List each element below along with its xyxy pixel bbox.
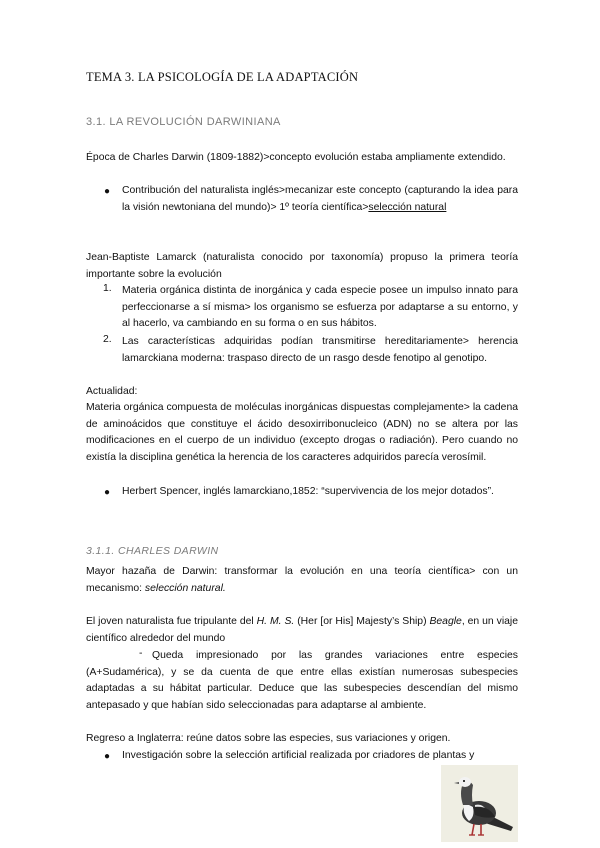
- section-heading: 3.1. LA REVOLUCIÓN DARWINIANA: [86, 116, 281, 128]
- epoca-paragraph: Época de Charles Darwin (1809-1882)>concepto evolución estaba ampliamente extendido.: [86, 152, 506, 163]
- dash-glyph: -: [139, 648, 143, 659]
- dash-paragraph: Queda impresionado por las grandes variaciones entre especies (A+Sudamérica), y se da cuenta de que entre ellas existían numerosas subespecies adaptadas a su hábitat particular. Deduce que las subespecies descendían del mismo antepasado y que habían sido seleccionadas para adaptarse al ambiente.: [86, 650, 518, 711]
- pigeon-icon: [441, 765, 518, 842]
- contribucion-text: Contribución del naturalista inglés>mecanizar este concepto (capturando la idea para la visión newtoniana del mundo)> 1º teoría científica>: [122, 185, 518, 213]
- joven-text-2: (Her [or His] Majesty’s Ship): [294, 616, 430, 627]
- bullet-icon: ●: [104, 487, 111, 498]
- page-title: TEMA 3. LA PSICOLOGÍA DE LA ADAPTACIÓN: [86, 70, 359, 84]
- beagle-italic: Beagle: [429, 616, 462, 627]
- bullet-icon: ●: [104, 186, 111, 197]
- list-number: 1.: [103, 283, 112, 294]
- investigacion-bullet: Investigación sobre la selección artificial realizada por criadores de plantas y: [122, 750, 475, 761]
- list-item: Materia orgánica distinta de inorgánica y cada especie posee un impulso innato para perfeccionarse a sí misma> los organismo se esfuerza por adaptarse a su entorno, y al hacerlo, va cambiando en su forma o en sus hábitos.: [122, 285, 518, 329]
- bullet-icon: ●: [104, 751, 111, 762]
- seleccion-natural-underlined: selección natural: [368, 201, 447, 213]
- lamarck-intro: Jean-Baptiste Lamarck (naturalista conocido por taxonomía) propuso la primera teoría importante sobre la evolución: [86, 252, 518, 280]
- seleccion-natural-italic: selección natural.: [144, 582, 226, 594]
- subsection-heading: 3.1.1. CHARLES DARWIN: [86, 545, 219, 557]
- joven-text-1: El joven naturalista fue tripulante del: [86, 616, 257, 627]
- joven-paragraph: [86, 614, 518, 647]
- contribucion-bullet: [122, 183, 518, 216]
- list-number: 2.: [103, 334, 112, 345]
- spencer-bullet: Herbert Spencer, inglés lamarckiano,1852: “supervivencia de los mejor dotados”.: [122, 486, 494, 497]
- actualidad-label: Actualidad:: [86, 386, 138, 397]
- regreso-paragraph: Regreso a Inglaterra: reúne datos sobre las especies, sus variaciones y origen.: [86, 733, 451, 744]
- hms-italic: H. M. S.: [256, 616, 295, 627]
- mayor-hazana-paragraph: [86, 564, 518, 597]
- pigeon-illustration: [441, 765, 518, 842]
- list-item: Las características adquiridas podían transmitirse hereditariamente> herencia lamarckiana moderna: traspaso directo de un rasgo desde fenotipo al genotipo.: [122, 336, 518, 364]
- mayor-text: Mayor hazaña de Darwin: transformar la evolución en una teoría científica> con un mecanismo:: [86, 566, 518, 594]
- actualidad-paragraph: Materia orgánica compuesta de moléculas inorgánicas dispuestas complejamente> la cadena de aminoácidos que constituye el ácido desoxirribonucleico (ADN) no se altera por las modificaciones en el cuerpo de un individuo (excepto drogas o radiación). Pero cuando no existía la disciplina genética la herencia de los caracteres adquiridos parecía verosímil.: [86, 402, 518, 463]
- joven-text-3: , en un viaje científico alrededor del mundo: [86, 616, 518, 644]
